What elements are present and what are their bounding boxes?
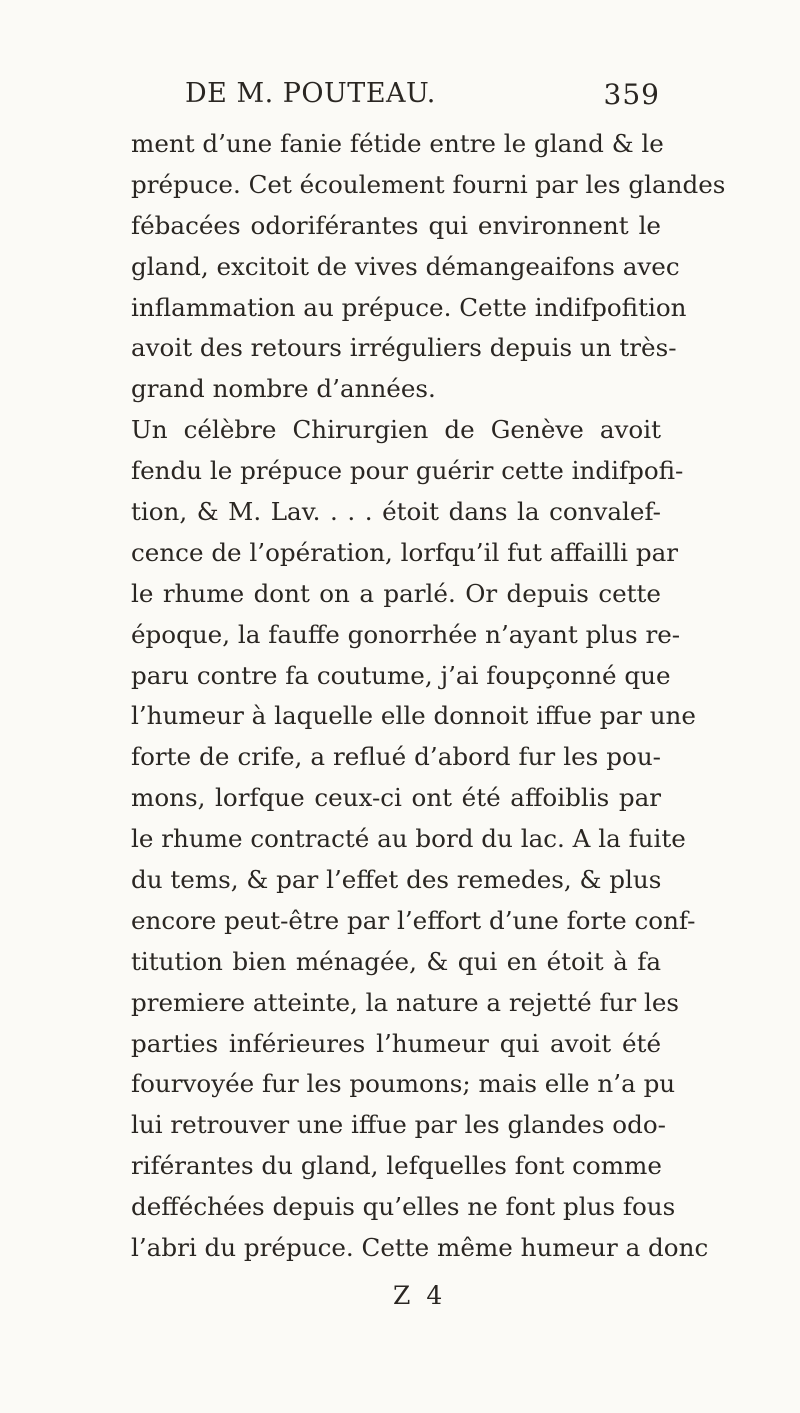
running-head xyxy=(185,78,660,118)
text-line: le rhume dont on a parlé. Or depuis cette xyxy=(131,578,661,608)
page-number: 359 xyxy=(603,78,660,111)
text-line: avoit des retours irréguliers depuis un très- xyxy=(131,333,677,363)
text-line: fébacées odoriférantes qui environnent le xyxy=(131,210,661,240)
text-line: parties inférieures l’humeur qui avoit été xyxy=(131,1028,661,1058)
running-title: DE M. POUTEAU. xyxy=(185,78,436,109)
text-line: riférantes du gland, lefquelles font comme xyxy=(131,1151,662,1181)
text-line: titution bien ménagée, & qui en étoit à fa xyxy=(131,946,661,976)
text-line: lui retrouver une iffue par les glandes odo- xyxy=(131,1110,666,1140)
text-line: cence de l’opération, lorfqu’il fut affailli par xyxy=(131,537,679,567)
text-line: grand nombre d’années. xyxy=(131,374,436,404)
text-line: le rhume contracté au bord du lac. A la fuite xyxy=(131,824,686,854)
text-line: fourvoyée fur les poumons; mais elle n’a pu xyxy=(131,1069,676,1099)
text-line: forte de crife, a reflué d’abord fur les pou- xyxy=(131,742,661,772)
text-line: tion, & M. Lav. . . . étoit dans la convalef- xyxy=(131,497,661,527)
signature-mark: Z 4 xyxy=(393,1281,447,1310)
text-line: fendu le prépuce pour guérir cette indifpofi- xyxy=(131,456,684,486)
text-line: l’abri du prépuce. Cette même humeur a donc xyxy=(131,1233,709,1263)
text-line: premiere atteinte, la nature a rejetté fur les xyxy=(131,987,680,1017)
text-line: Un célèbre Chirurgien de Genève avoit xyxy=(131,415,661,445)
text-line: gland, excitoit de vives démangeaifons avec xyxy=(131,251,680,281)
text-line: l’humeur à laquelle elle donnoit iffue par une xyxy=(131,701,696,731)
body-text xyxy=(131,124,726,1269)
text-line: du tems, & par l’effet des remedes, & plus xyxy=(131,865,662,895)
text-line: encore peut-être par l’effort d’une forte conf- xyxy=(131,905,696,935)
text-line: mons, lorfque ceux-ci ont été affoiblis par xyxy=(131,783,661,813)
text-line: inflammation au prépuce. Cette indifpofition xyxy=(131,292,687,322)
text-line: époque, la fauffe gonorrhée n’ayant plus re- xyxy=(131,619,681,649)
text-line: defféchées depuis qu’elles ne font plus fous xyxy=(131,1192,676,1222)
text-line: paru contre fa coutume, j’ai foupçonné que xyxy=(131,660,671,690)
text-line: prépuce. Cet écoulement fourni par les glandes xyxy=(131,169,726,199)
text-line: ment d’une fanie fétide entre le gland & le xyxy=(131,129,664,158)
